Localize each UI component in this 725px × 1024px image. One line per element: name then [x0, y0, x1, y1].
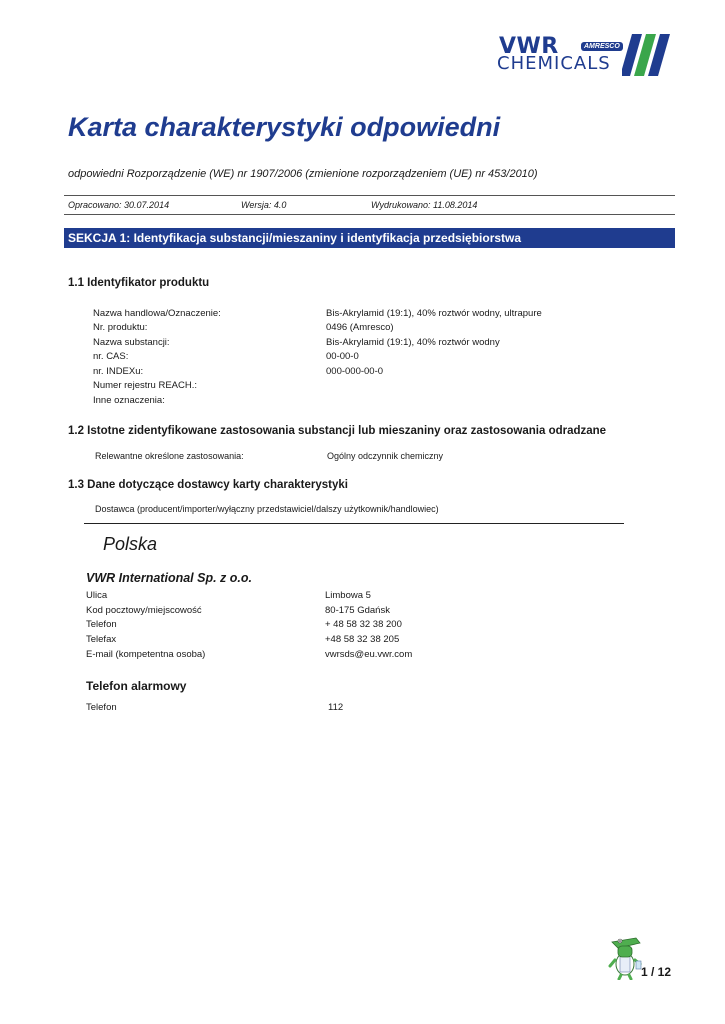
meta-top-divider — [64, 195, 675, 196]
regulation-subtitle: odpowiedni Rozporządzenie (WE) nr 1907/2006 (zmienione rozporządzeniem (UE) nr 453/2010) — [68, 168, 538, 180]
value-trade-name: Bis-Akrylamid (19:1), 40% roztwór wodny, ultrapure — [326, 308, 542, 319]
value-phone: + 48 58 32 38 200 — [325, 619, 402, 630]
label-postcode: Kod pocztowy/miejscowość — [86, 605, 202, 616]
label-other-identifiers: Inne oznaczenia: — [93, 395, 165, 406]
label-fax: Telefax — [86, 634, 117, 645]
label-street: Ulica — [86, 590, 108, 601]
label-reach: Numer rejestru REACH.: — [93, 380, 197, 391]
supplier-divider — [84, 523, 624, 524]
logo-amresco-badge: AMRESCO — [581, 42, 623, 51]
subsection-1-2-title: 1.2 Istotne zidentyfikowane zastosowania substancji lub mieszaniny oraz zastosowania odradzane — [68, 425, 607, 437]
label-emergency-phone: Telefon — [86, 702, 117, 713]
value-substance-name: Bis-Akrylamid (19:1), 40% roztwór wodny — [326, 337, 500, 348]
value-product-number: 0496 (Amresco) — [326, 322, 394, 333]
label-phone: Telefon — [86, 619, 117, 630]
label-relevant-uses: Relewantne określone zastosowania: — [95, 451, 244, 461]
printed-date: Wydrukowano: 11.08.2014 — [371, 200, 478, 210]
logo-chemicals-text: CHEMICALS — [497, 53, 611, 74]
page-title: Karta charakterystyki odpowiedni — [68, 112, 501, 142]
section-1-title: SEKCJA 1: Identyfikacja substancji/mieszaniny i identyfikacja przedsiębiorstwa — [68, 231, 522, 245]
version: Wersja: 4.0 — [241, 200, 287, 210]
logo-stripes-icon — [622, 34, 672, 76]
prepared-date: Opracowano: 30.07.2014 — [68, 200, 170, 210]
value-cas: 00-00-0 — [326, 351, 359, 362]
value-email[interactable]: vwrsds@eu.vwr.com — [325, 649, 413, 660]
meta-bottom-divider — [64, 214, 675, 215]
supplier-country: Polska — [103, 534, 158, 554]
value-index: 000-000-00-0 — [326, 366, 384, 377]
subsection-1-1-title: 1.1 Identyfikator produktu — [68, 277, 210, 289]
value-emergency-phone: 112 — [328, 702, 344, 713]
page-number: 1 / 12 — [641, 965, 672, 979]
value-fax: +48 58 32 38 205 — [325, 634, 400, 645]
value-relevant-uses: Ogólny odczynnik chemiczny — [327, 451, 444, 461]
vwr-chemicals-logo — [497, 34, 672, 78]
label-trade-name: Nazwa handlowa/Oznaczenie: — [93, 308, 221, 319]
supplier-description: Dostawca (producent/importer/wyłączny przedstawiciel/dalszy użytkownik/handlowiec) — [95, 504, 439, 514]
subsection-1-3-title: 1.3 Dane dotyczące dostawcy karty charakterystyki — [68, 479, 348, 491]
label-email: E-mail (kompetentna osoba) — [86, 649, 206, 660]
section-1-header — [64, 228, 675, 248]
crocodile-mascot-icon — [606, 934, 644, 980]
label-cas: nr. CAS: — [93, 351, 129, 362]
emergency-phone-title: Telefon alarmowy — [86, 679, 187, 693]
label-product-number: Nr. produktu: — [93, 322, 148, 333]
label-index: nr. INDEXu: — [93, 366, 144, 377]
value-postcode: 80-175 Gdańsk — [325, 605, 390, 616]
logo-vwr-text: VWR — [499, 34, 559, 59]
label-substance-name: Nazwa substancji: — [93, 337, 170, 348]
supplier-company: VWR International Sp. z o.o. — [86, 571, 252, 585]
value-street: Limbowa 5 — [325, 590, 371, 601]
